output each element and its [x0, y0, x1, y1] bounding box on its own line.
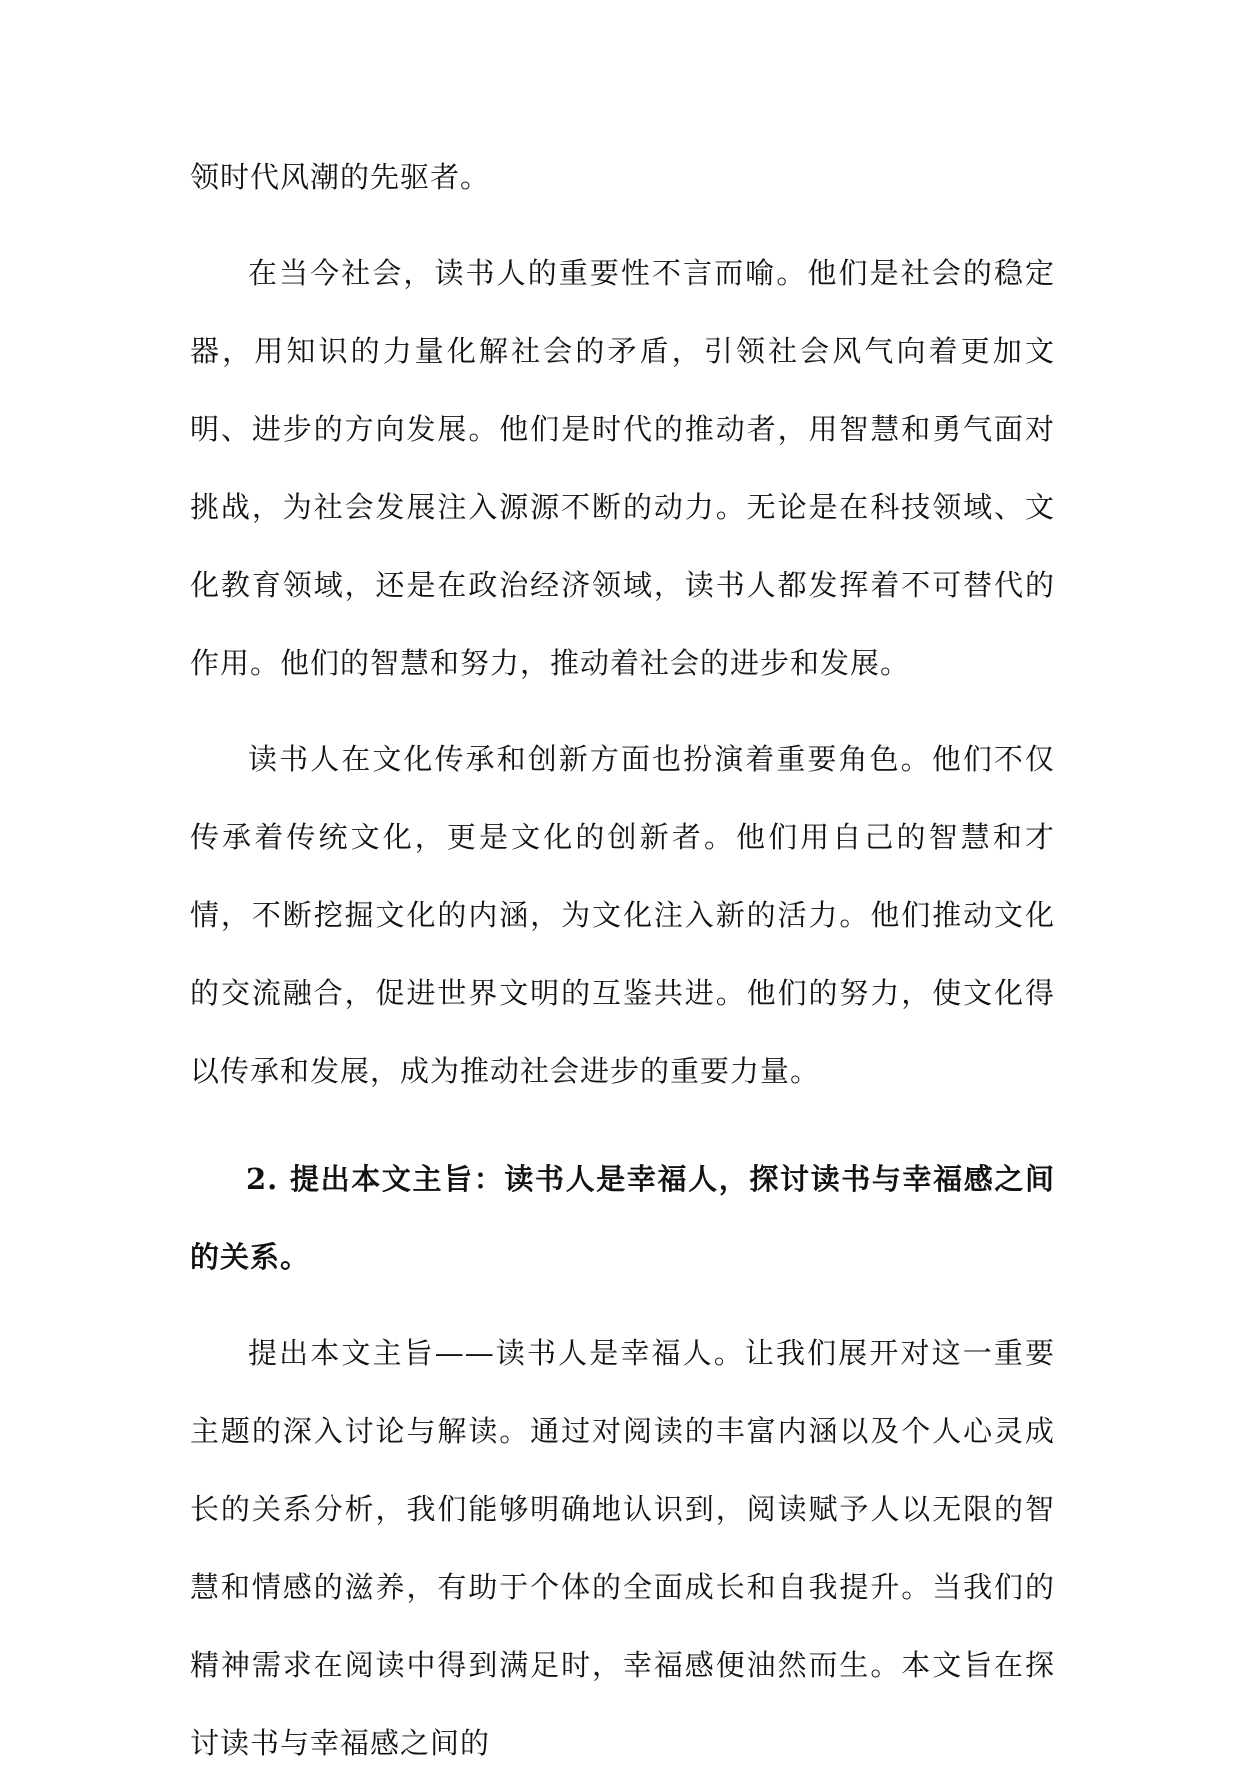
paragraph-main-theme: 提出本文主旨——读书人是幸福人。让我们展开对这一重要主题的深入讨论与解读。通过对阅读的丰富内涵以及个人心灵成长的关系分析，我们能够明确地认识到，阅读赋予人以无限的智慧和情感的滋养，有助于个体的全面成长和自我提升。当我们的精神需求在阅读中得到满足时，幸福感便油然而生。本文旨在探讨读书与幸福感之间的 — [190, 1336, 1055, 1760]
paragraph-gap — [190, 1296, 1055, 1314]
paragraph-gap — [190, 702, 1055, 720]
section-heading: 2. 提出本文主旨：读书人是幸福人，探讨读书与幸福感之间的关系。 — [190, 1162, 1055, 1274]
paragraph-culture-inheritance: 读书人在文化传承和创新方面也扮演着重要角色。他们不仅传承着传统文化，更是文化的创新者。他们用自己的智慧和才情，不断挖掘文化的内涵，为文化注入新的活力。他们推动文化的交流融合，促进世界文明的互鉴共进。他们的努力，使文化得以传承和发展，成为推动社会进步的重要力量。 — [190, 742, 1055, 1088]
paragraph-importance-of-readers: 在当今社会，读书人的重要性不言而喻。他们是社会的稳定器，用知识的力量化解社会的矛盾，引领社会风气向着更加文明、进步的方向发展。他们是时代的推动者，用智慧和勇气面对挑战，为社会发展注入源源不断的动力。无论是在科技领域、文化教育领域，还是在政治经济领域，读书人都发挥着不可替代的作用。他们的智慧和努力，推动着社会的进步和发展。 — [190, 256, 1055, 680]
paragraph-gap — [190, 216, 1055, 234]
section-gap — [190, 1110, 1055, 1140]
document-body — [190, 138, 1055, 1782]
paragraph-continuation: 领时代风潮的先驱者。 — [190, 160, 491, 194]
